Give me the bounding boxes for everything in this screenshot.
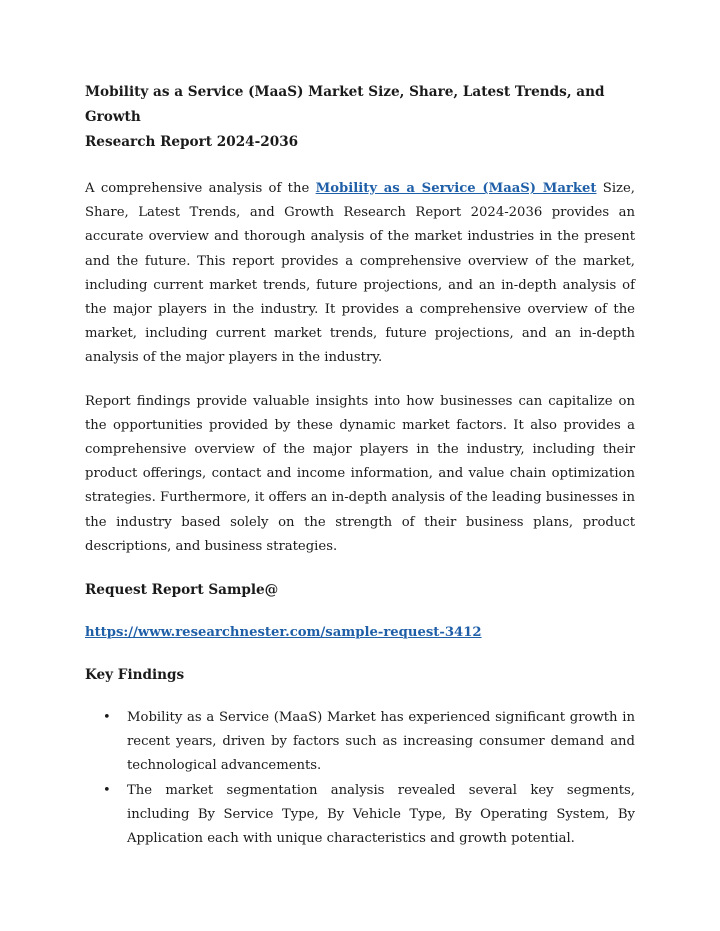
key-findings-heading: Key Findings bbox=[85, 667, 185, 684]
market-link[interactable]: Mobility as a Service (MaaS) Market bbox=[315, 181, 597, 196]
bullet-icon: • bbox=[103, 782, 111, 798]
document-title bbox=[85, 80, 635, 155]
intro-rest: Size, Share, Latest Trends, and Growth Research Report 2024-2036 provides an accurate overview and thorough analysis of the market industries in the present and the future. This report provides a comprehensive overview of the market, including current market trends, future projections, and an in-depth analysis of the major players in the industry. It provides a comprehensive overview of the market, including current market trends, future projections, and an in-depth analysis of the major players in the industry. bbox=[85, 181, 636, 366]
sample-request-link[interactable]: https://www.researchnester.com/sample-request-3412 bbox=[85, 625, 482, 641]
request-sample-heading: Request Report Sample@ bbox=[85, 582, 279, 599]
finding-text: Mobility as a Service (MaaS) Market has experienced significant growth in recent years, driven by factors such as increasing consumer demand and technological advancements. bbox=[127, 710, 635, 774]
bullet-icon: • bbox=[103, 710, 111, 726]
finding-text: The market segmentation analysis revealed several key segments, including By Service Type, By Vehicle Type, By Operating System, By Application each with unique characteristics and growth potential. bbox=[127, 782, 635, 847]
intro-prefix: A comprehensive analysis of the bbox=[85, 181, 316, 196]
findings-paragraph: Report findings provide valuable insights into how businesses can capitalize on the opportunities provided by these dynamic market factors. It also provides a comprehensive overview of the major players in the industry, including their product offerings, contact and income information, and value chain optimization strategies. Furthermore, it offers an in-depth analysis of the leading businesses in the industry based solely on the strength of their business plans, product descriptions, and business strategies. bbox=[85, 393, 635, 554]
document-content bbox=[85, 80, 635, 851]
title-line-2: Research Report 2024-2036 bbox=[85, 134, 299, 150]
key-findings-list bbox=[85, 706, 635, 851]
list-item bbox=[85, 779, 635, 852]
title-line-1: Mobility as a Service (MaaS) Market Size, Share, Latest Trends, and Growth bbox=[85, 84, 605, 125]
list-item bbox=[85, 706, 635, 779]
intro-paragraph bbox=[85, 177, 635, 371]
